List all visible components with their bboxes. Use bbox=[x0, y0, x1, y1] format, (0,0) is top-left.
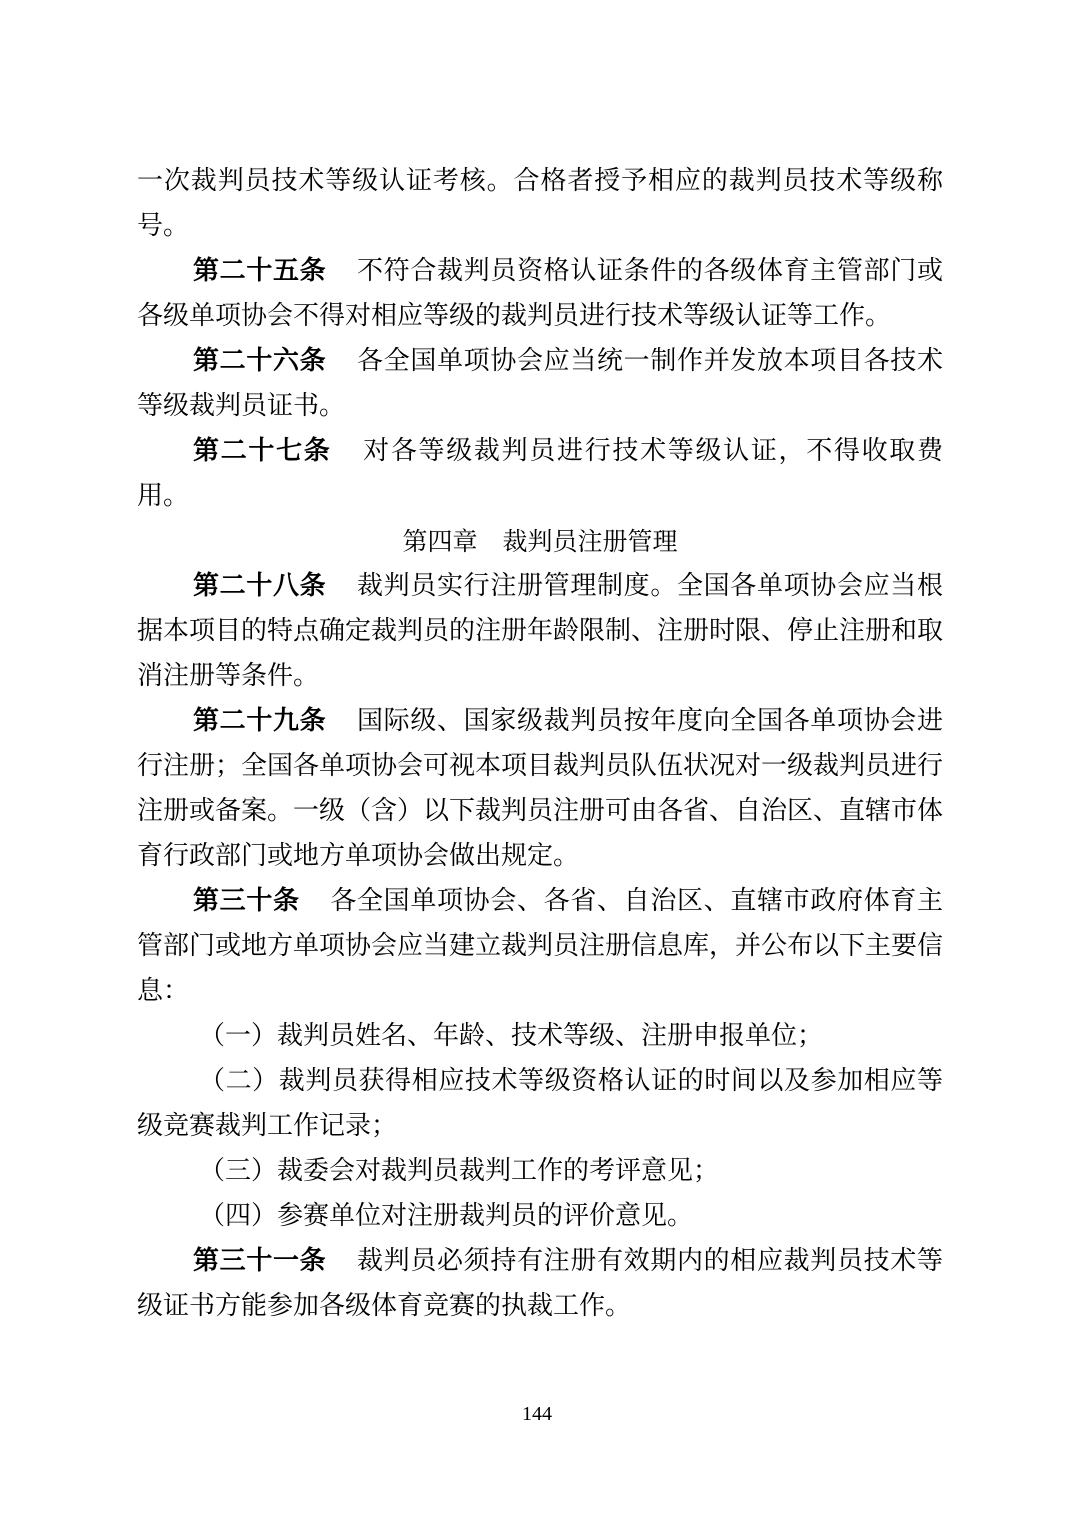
chapter-heading: 第四章 裁判员注册管理 bbox=[402, 527, 678, 556]
article-25 bbox=[137, 249, 943, 339]
article-heading: 第二十九条 bbox=[193, 706, 327, 736]
article-text: 各全国单项协会应当统一制作并发放本项目各技术等级裁判员证书。 bbox=[137, 346, 943, 421]
list-item: （三）裁委会对裁判员裁判工作的考评意见； bbox=[199, 1156, 720, 1186]
paragraph-continuation bbox=[137, 159, 943, 249]
article-29 bbox=[137, 699, 943, 879]
article-heading: 第二十七条 bbox=[193, 436, 332, 466]
article-28 bbox=[137, 564, 943, 699]
list-item: （二）裁判员获得相应技术等级资格认证的时间以及参加相应等级竞赛裁判工作记录； bbox=[137, 1066, 943, 1141]
article-text: 国际级、国家级裁判员按年度向全国各单项协会进行注册；全国各单项协会可视本项目裁判员队伍状况对一级裁判员进行注册或备案。一级（含）以下裁判员注册可由各省、自治区、直辖市体育行政部门或地方单项协会做出规定。 bbox=[137, 706, 944, 871]
article-30 bbox=[137, 879, 943, 1014]
list-item: （四）参赛单位对注册裁判员的评价意见。 bbox=[199, 1201, 694, 1231]
document-body bbox=[137, 159, 943, 1329]
page-number: 144 bbox=[522, 1403, 552, 1425]
article-26 bbox=[137, 339, 943, 429]
article-27 bbox=[137, 429, 943, 519]
article-text: 不符合裁判员资格认证条件的各级体育主管部门或各级单项协会不得对相应等级的裁判员进行技术等级认证等工作。 bbox=[137, 256, 943, 331]
paragraph-text: 一次裁判员技术等级认证考核。合格者授予相应的裁判员技术等级称号。 bbox=[137, 166, 943, 241]
article-text: 各全国单项协会、各省、自治区、直辖市政府体育主管部门或地方单项协会应当建立裁判员注册信息库，并公布以下主要信息： bbox=[137, 886, 944, 1006]
article-heading: 第二十五条 bbox=[193, 256, 327, 286]
list-item: （一）裁判员姓名、年龄、技术等级、注册申报单位； bbox=[199, 1021, 824, 1051]
article-31 bbox=[137, 1239, 943, 1329]
article-text: 裁判员实行注册管理制度。全国各单项协会应当根据本项目的特点确定裁判员的注册年龄限制、注册时限、停止注册和取消注册等条件。 bbox=[137, 571, 944, 691]
article-heading: 第二十六条 bbox=[193, 346, 327, 376]
article-heading: 第二十八条 bbox=[193, 571, 327, 601]
article-text: 裁判员必须持有注册有效期内的相应裁判员技术等级证书方能参加各级体育竞赛的执裁工作。 bbox=[137, 1246, 943, 1321]
article-heading: 第三十条 bbox=[193, 886, 300, 916]
article-heading: 第三十一条 bbox=[193, 1246, 327, 1276]
article-text: 对各等级裁判员进行技术等级认证，不得收取费用。 bbox=[137, 436, 943, 511]
